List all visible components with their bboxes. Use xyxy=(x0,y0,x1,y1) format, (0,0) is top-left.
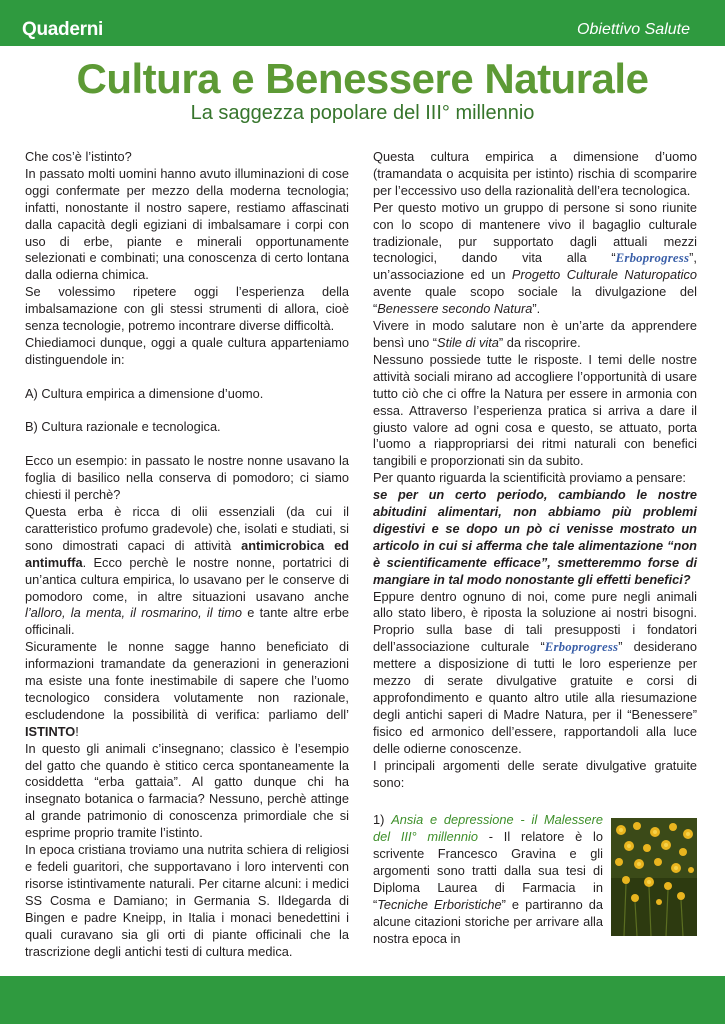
page-subtitle: La saggezza popolare del III° millennio xyxy=(190,102,535,124)
item-number: 1) xyxy=(373,812,392,828)
paragraph: Per questo motivo un gruppo di persone si sono riunite con lo scopo di mantenere vivo il bagaglio culturale tradizionale, pur supportato dagli attuali mezzi tecnologici, dando vita alla “Erboprogress”, un’associazione ed un Progetto Culturale Naturopatico avente quale scopo sociale la divulgazione del “Benessere secondo Natura”. xyxy=(373,199,697,317)
emphasis: ISTINTO xyxy=(25,723,76,739)
paragraph: In epoca cristiana troviamo una nutrita schiera di religiosi e fedeli guaritori, che supportavano i loro interventi con risorse istintivamente naturali. Per citarne alcuni: i medici SS Cosma e Damiano; in Germania S. Ildegarda di Bingen e padre Kneipp, in Italia i monaci benedettini i quali curavano sia gli orti di piante officinali che la trascrizione degli antichi testi di cultura medica. xyxy=(25,842,349,959)
option-a: A) Cultura empirica a dimensione d’uomo. xyxy=(25,385,264,401)
topic-item: 1) Ansia e depressione - il Malessere del III° millennio - Il relatore è lo scrivente Francesco Gravina e gli argomenti sono tratti dalla sua tesi di Diploma Laurea di Farmacia in “Tecniche Erboristiche” e partiranno da alcune citazioni storiche per arrivare alla nostra epoca in xyxy=(373,812,697,947)
brand-name: Erboprogress xyxy=(615,251,690,266)
emphasis: antimicrobica ed antimuffa xyxy=(25,537,349,570)
paragraph: Se volessimo ripetere oggi l’esperienza della imbalsamazione con gli stessi strumenti di allora, cioè senza tecnologie, potremo incontrare diverse difficoltà. xyxy=(25,284,349,334)
paragraph: In questo gli animali c’insegnano; classico è l’esempio del gatto che quando è stitico cerca spontaneamente la cosiddetta “erba gattaia”. Al gatto dunque chi ha insegnato botanica o farmacia? Nessuno, perchè attinge al grande patrimonio di conoscenza primordiale che si esprime proprio tramite l’istinto. xyxy=(25,740,349,841)
footer-band xyxy=(0,976,725,1024)
paragraph: Eppure dentro ognuno di noi, come pure negli animali allo stato libero, è riposta la soluzione ai nostri bisogni. Proprio sulla base di tali presupposti i fondatori dell’associazione culturale “Erboprogress” desiderano mettere a disposizione di tutti le loro esperienze per mezzo di serate divulgative gratuite e corsi di approfondimento e quanto altro utile alla riesumazione degli antichi saperi di Madre Natura, per il “Benessere” fisico ed armonico dell’essere, rapportandoli alla luce delle odierne conoscenze. xyxy=(373,588,697,756)
header-band xyxy=(0,0,725,46)
bold-italic-question: se per un certo periodo, cambiando le nostre abitudini alimentari, non abbiamo più problemi digestivi e se dopo un pò ci venisse mostrato un articolo in cui si afferma che tale alimentazione “non è scientificamente efficace”, smetteremmo forse di mangiare in tal modo nonostante gli effetti benefici? xyxy=(373,487,697,587)
brand-name: Erboprogress xyxy=(544,640,619,655)
paragraph: Nessuno possiede tutte le risposte. I temi delle nostre attività sociali mirano ad accogliere l’opportunità di usare tutto ciò che ci offre la Natura per essere in armonia con essa. Attraverso l’esperienza pratica si arriva a dare il giusto valore ad ogni cosa e questo, se attuato, porta l’uomo a riappropriarsi dei ritmi naturali con benefici tangibili e proporzionati sin da subito. xyxy=(373,351,697,469)
right-column xyxy=(373,149,697,948)
section-label: Quaderni xyxy=(22,19,104,40)
paragraph: Vivere in modo salutare non è un’arte da apprendere bensì uno “Stile di vita” da riscoprire. xyxy=(373,318,697,350)
paragraph: Sicuramente le nonne sagge hanno beneficiato di informazioni tramandate da generazioni in generazioni ma esiste una fonte inestimabile di sapere che l’uomo tecnologico considera volutamente non razionale, escludendone la possibilità di verifica: parliamo dell’ ISTINTO! xyxy=(25,639,349,739)
paragraph: Questa erba è ricca di olii essenziali (da cui il caratteristico profumo gradevole) che, isolati e studiati, si sono dimostrati capaci di attività antimicrobica ed antimuffa. Ecco perchè le nostre nonne, portatrici di un’antica cultura empirica, lo usavano per le conserve di pomodoro come, in altre situazioni usavano anche l’alloro, la menta, il rosmarino, il timo e tante altre erbe officinali. xyxy=(25,503,350,638)
paragraph: Chiediamoci dunque, oggi a quale cultura apparteniamo distinguendole in: xyxy=(25,334,349,367)
paragraph: I principali argomenti delle serate divulgative gratuite sono: xyxy=(373,757,697,790)
series-label: Obiettivo Salute xyxy=(577,21,690,38)
question-line: Che cos’è l’istinto? xyxy=(25,149,132,164)
left-column xyxy=(25,149,349,960)
herbs-list: l’alloro, la menta, il rosmarino, il timo xyxy=(25,605,242,621)
flower-photo xyxy=(611,818,697,936)
page-title: Cultura e Benessere Naturale xyxy=(76,55,649,102)
paragraph: Per quanto riguarda la scientificità proviamo a pensare: xyxy=(373,470,686,486)
option-b: B) Cultura razionale e tecnologica. xyxy=(25,419,221,435)
paragraph: In passato molti uomini hanno avuto illuminazioni di cose oggi confermate per mezzo della moderna tecnologia; infatti, nonostante il nostro sapere, restiamo affascinati dalla capacità degli egiziani di imbalsamare i corpi con uso di erbe, piante e minerali opportunamente selezionati e combinati; una conoscenza di certo lontana dalla odierna chimica. xyxy=(25,165,349,283)
paragraph: Questa cultura empirica a dimensione d’uomo (tramandata o acquisita per istinto) rischia di scomparire per l’eccessivo uso della razionalità dell’era tecnologica. xyxy=(373,149,697,198)
topic-title: Ansia e depressione - il Malessere del III° millennio xyxy=(373,812,604,845)
paragraph: Ecco un esempio: in passato le nostre nonne usavano la foglia di basilico nella conserva di pomodoro; ci siamo chiesti il perchè? xyxy=(25,453,349,503)
